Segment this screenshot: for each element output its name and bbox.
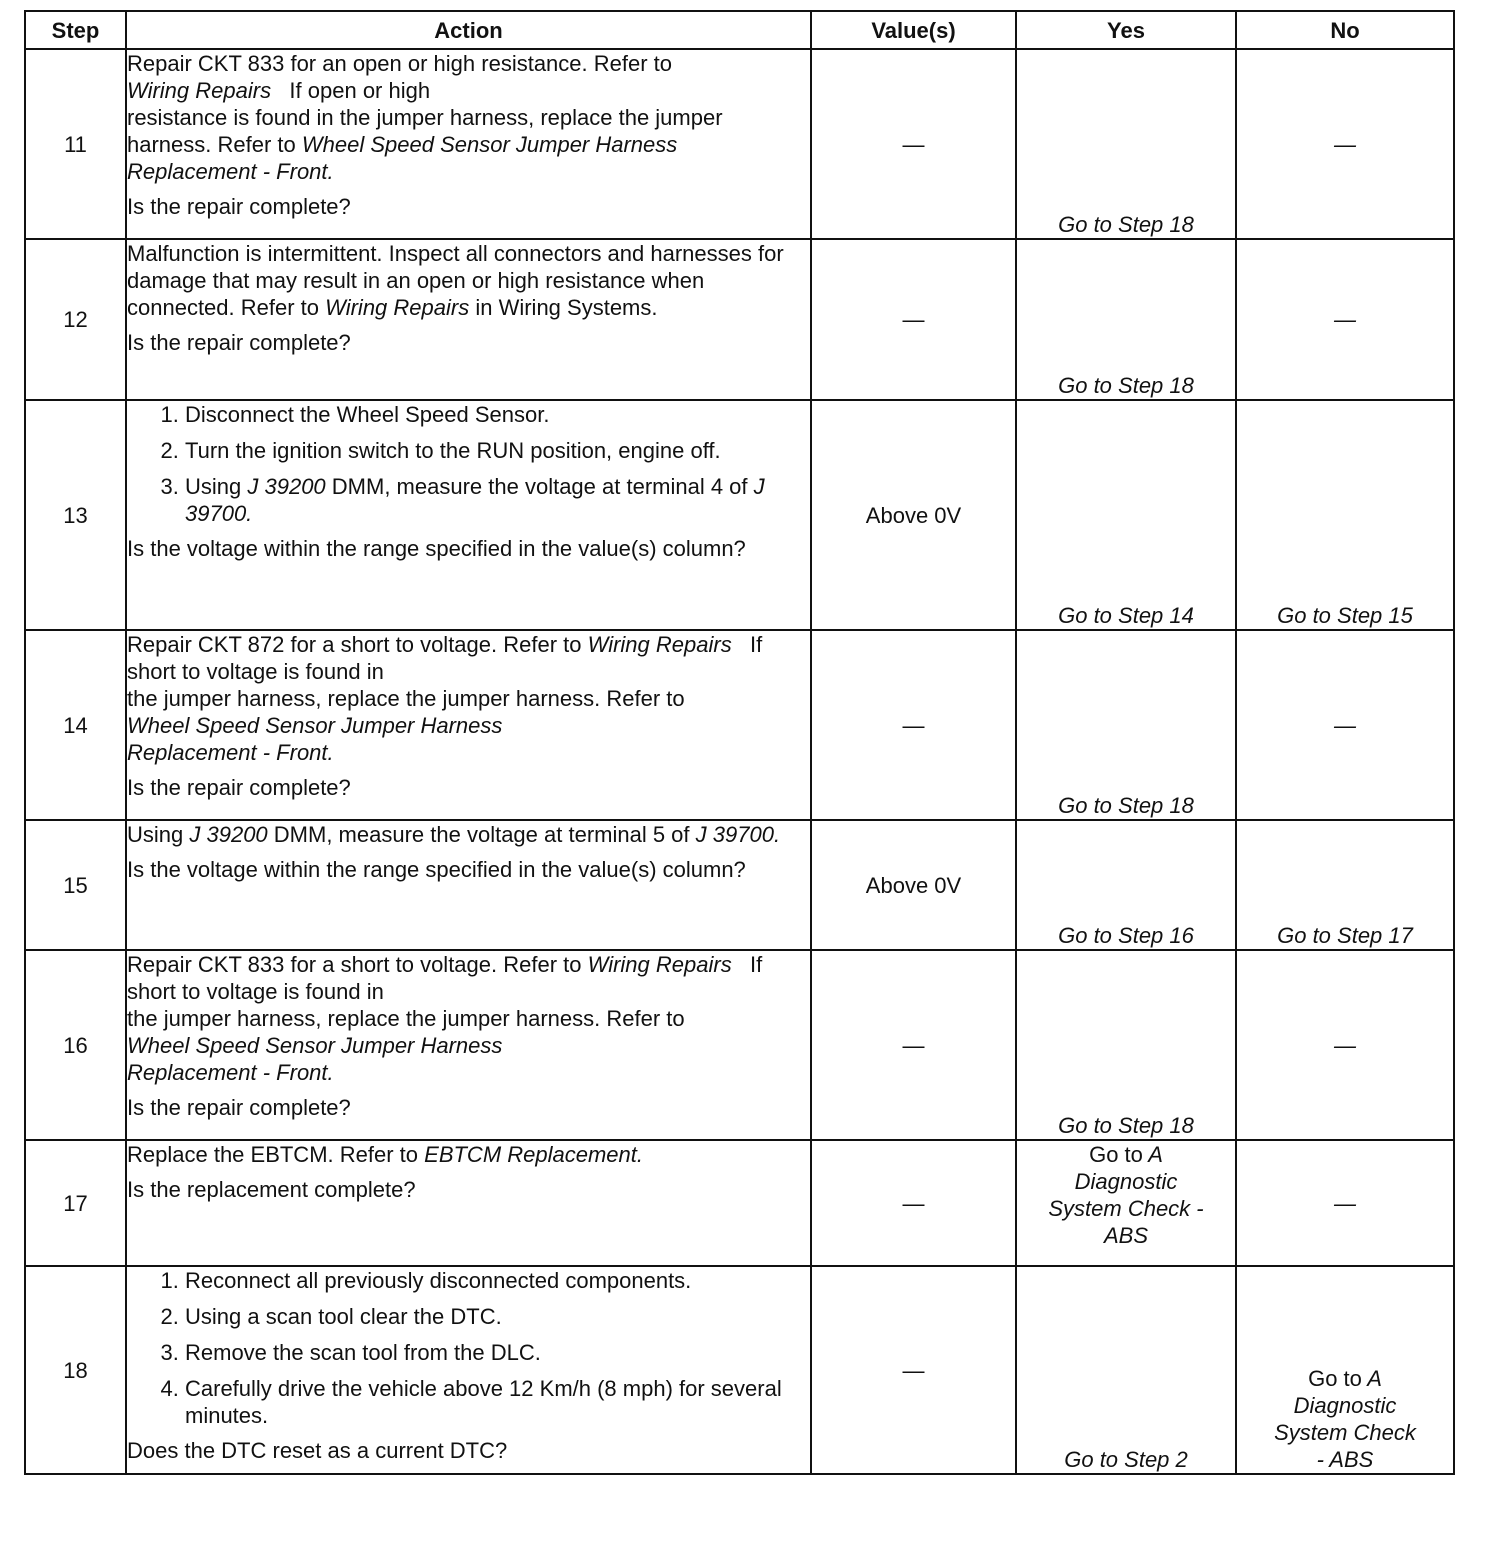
reference-link[interactable]: Wheel Speed Sensor Jumper Harness Replacement - Front. <box>127 132 678 184</box>
action-text-part: Malfunction is intermittent. Inspect all connectors and harnesses for damage that may result in an open or high resistance when connected. Refer to <box>127 241 784 320</box>
diagnostic-table <box>24 10 1455 1475</box>
yes-action-link[interactable]: Go to Step 18 <box>1016 630 1236 820</box>
yes-action-link[interactable]: Go to Step 14 <box>1016 400 1236 630</box>
yes-action-link[interactable]: Go to Step 18 <box>1016 950 1236 1140</box>
value-cell: Above 0V <box>811 820 1016 950</box>
yes-action-link[interactable]: Go to Step 16 <box>1016 820 1236 950</box>
value-cell: — <box>811 950 1016 1140</box>
list-item: 2. Turn the ignition switch to the RUN position, engine off. <box>185 437 810 464</box>
list-item: 2. Using a scan tool clear the DTC. <box>185 1303 810 1330</box>
header-yes: Yes <box>1016 11 1236 49</box>
action-question: Is the voltage within the range specified in the value(s) column? <box>127 857 746 882</box>
step-number: 11 <box>25 49 126 239</box>
procedure-list <box>127 401 810 527</box>
action-text-part: Repair CKT 872 for a short to voltage. Refer to <box>127 632 582 657</box>
action-text-part: Replace the EBTCM. Refer to <box>127 1142 419 1167</box>
action-text-part: Using <box>127 822 184 847</box>
action-text <box>127 821 810 848</box>
action-text <box>127 1141 810 1168</box>
action-text-part: Using <box>185 474 242 499</box>
table-row <box>25 950 1454 1140</box>
no-cell: — <box>1236 49 1454 239</box>
table-row <box>25 1266 1454 1474</box>
header-no: No <box>1236 11 1454 49</box>
reference-link[interactable]: Replacement - Front. <box>127 1060 334 1085</box>
no-cell: — <box>1236 239 1454 400</box>
value-cell: — <box>811 1266 1016 1474</box>
value-cell: — <box>811 1140 1016 1266</box>
yes-cell <box>1016 1140 1236 1266</box>
no-go-to-prefix: Go to <box>1308 1366 1362 1391</box>
step-number: 18 <box>25 1266 126 1474</box>
action-text-part: Repair CKT 833 for a short to voltage. Refer to <box>127 952 582 977</box>
action-question: Does the DTC reset as a current DTC? <box>127 1438 508 1463</box>
reference-link[interactable]: EBTCM Replacement. <box>424 1142 643 1167</box>
action-text-part: If open or high <box>289 78 431 103</box>
procedure-list <box>127 1267 810 1429</box>
action-text-part: the jumper harness, replace the jumper harness. Refer to <box>127 1006 685 1031</box>
action-text-part: Repair CKT 833 for an open or high resistance. Refer to <box>127 51 673 76</box>
action-question: Is the repair complete? <box>127 194 351 219</box>
action-cell <box>126 1140 811 1266</box>
reference-link[interactable]: Wiring Repairs <box>587 952 732 977</box>
header-row <box>25 11 1454 49</box>
table-row <box>25 49 1454 239</box>
action-text <box>127 631 810 766</box>
action-text <box>127 951 810 1086</box>
list-item: 4. Carefully drive the vehicle above 12 Km/h (8 mph) for several minutes. <box>185 1375 810 1429</box>
step-number: 17 <box>25 1140 126 1266</box>
table-row <box>25 239 1454 400</box>
no-action-link[interactable]: Go to Step 15 <box>1236 400 1454 630</box>
action-cell <box>126 820 811 950</box>
value-cell: — <box>811 630 1016 820</box>
no-action-link[interactable]: A Diagnostic System Check - ABS <box>1274 1366 1416 1472</box>
value-cell: — <box>811 239 1016 400</box>
reference-link[interactable]: Wheel Speed Sensor Jumper Harness <box>127 1033 503 1058</box>
reference-link[interactable]: Wiring Repairs <box>127 78 272 103</box>
action-cell <box>126 49 811 239</box>
action-question: Is the voltage within the range specified in the value(s) column? <box>127 536 746 561</box>
value-cell: Above 0V <box>811 400 1016 630</box>
no-cell: — <box>1236 950 1454 1140</box>
action-text-part: in Wiring Systems. <box>475 295 658 320</box>
step-number: 16 <box>25 950 126 1140</box>
yes-action-link[interactable]: Go to Step 2 <box>1016 1266 1236 1474</box>
action-question: Is the repair complete? <box>127 330 351 355</box>
header-values: Value(s) <box>811 11 1016 49</box>
header-action: Action <box>126 11 811 49</box>
table-row <box>25 820 1454 950</box>
action-text-part: If short to voltage is found in <box>127 632 763 684</box>
reference-link[interactable]: Wheel Speed Sensor Jumper Harness <box>127 713 503 738</box>
reference-link[interactable]: Wiring Repairs <box>325 295 470 320</box>
action-text-part: resistance is found in the jumper harness, replace the jumper harness. Refer to <box>127 105 723 157</box>
yes-action-link[interactable]: A Diagnostic System Check - ABS <box>1048 1142 1204 1248</box>
action-text-part: If short to voltage is found in <box>127 952 763 1004</box>
action-text-part: DMM, measure the voltage at terminal 4 of <box>331 474 748 499</box>
action-text <box>127 50 810 185</box>
action-cell <box>126 1266 811 1474</box>
no-cell: — <box>1236 630 1454 820</box>
tool-reference: J 39700. <box>695 822 781 847</box>
list-item: 1. Reconnect all previously disconnected components. <box>185 1267 810 1294</box>
action-cell <box>126 400 811 630</box>
tool-reference: J 39200 <box>247 474 326 499</box>
no-cell <box>1236 1266 1454 1474</box>
list-item: 3. Remove the scan tool from the DLC. <box>185 1339 810 1366</box>
reference-link[interactable]: Replacement - Front. <box>127 740 334 765</box>
table-row <box>25 630 1454 820</box>
step-number: 15 <box>25 820 126 950</box>
action-cell <box>126 950 811 1140</box>
value-cell: — <box>811 49 1016 239</box>
action-question: Is the repair complete? <box>127 775 351 800</box>
action-cell <box>126 630 811 820</box>
yes-action-link[interactable]: Go to Step 18 <box>1016 239 1236 400</box>
list-item: 1. Disconnect the Wheel Speed Sensor. <box>185 401 810 428</box>
action-question: Is the repair complete? <box>127 1095 351 1120</box>
action-text <box>127 240 810 321</box>
yes-go-to-prefix: Go to <box>1089 1142 1143 1167</box>
table-row <box>25 400 1454 630</box>
tool-reference: J 39700. <box>185 474 765 526</box>
step-number: 13 <box>25 400 126 630</box>
action-question: Is the replacement complete? <box>127 1177 416 1202</box>
step-number: 14 <box>25 630 126 820</box>
step-number: 12 <box>25 239 126 400</box>
yes-action-link[interactable]: Go to Step 18 <box>1016 49 1236 239</box>
action-text-part: the jumper harness, replace the jumper harness. Refer to <box>127 686 685 711</box>
action-text-part: DMM, measure the voltage at terminal 5 of <box>273 822 690 847</box>
tool-reference: J 39200 <box>189 822 268 847</box>
table-row <box>25 1140 1454 1266</box>
list-item <box>185 473 810 527</box>
action-cell <box>126 239 811 400</box>
header-step: Step <box>25 11 126 49</box>
no-action-link[interactable]: Go to Step 17 <box>1236 820 1454 950</box>
no-cell: — <box>1236 1140 1454 1266</box>
reference-link[interactable]: Wiring Repairs <box>587 632 732 657</box>
